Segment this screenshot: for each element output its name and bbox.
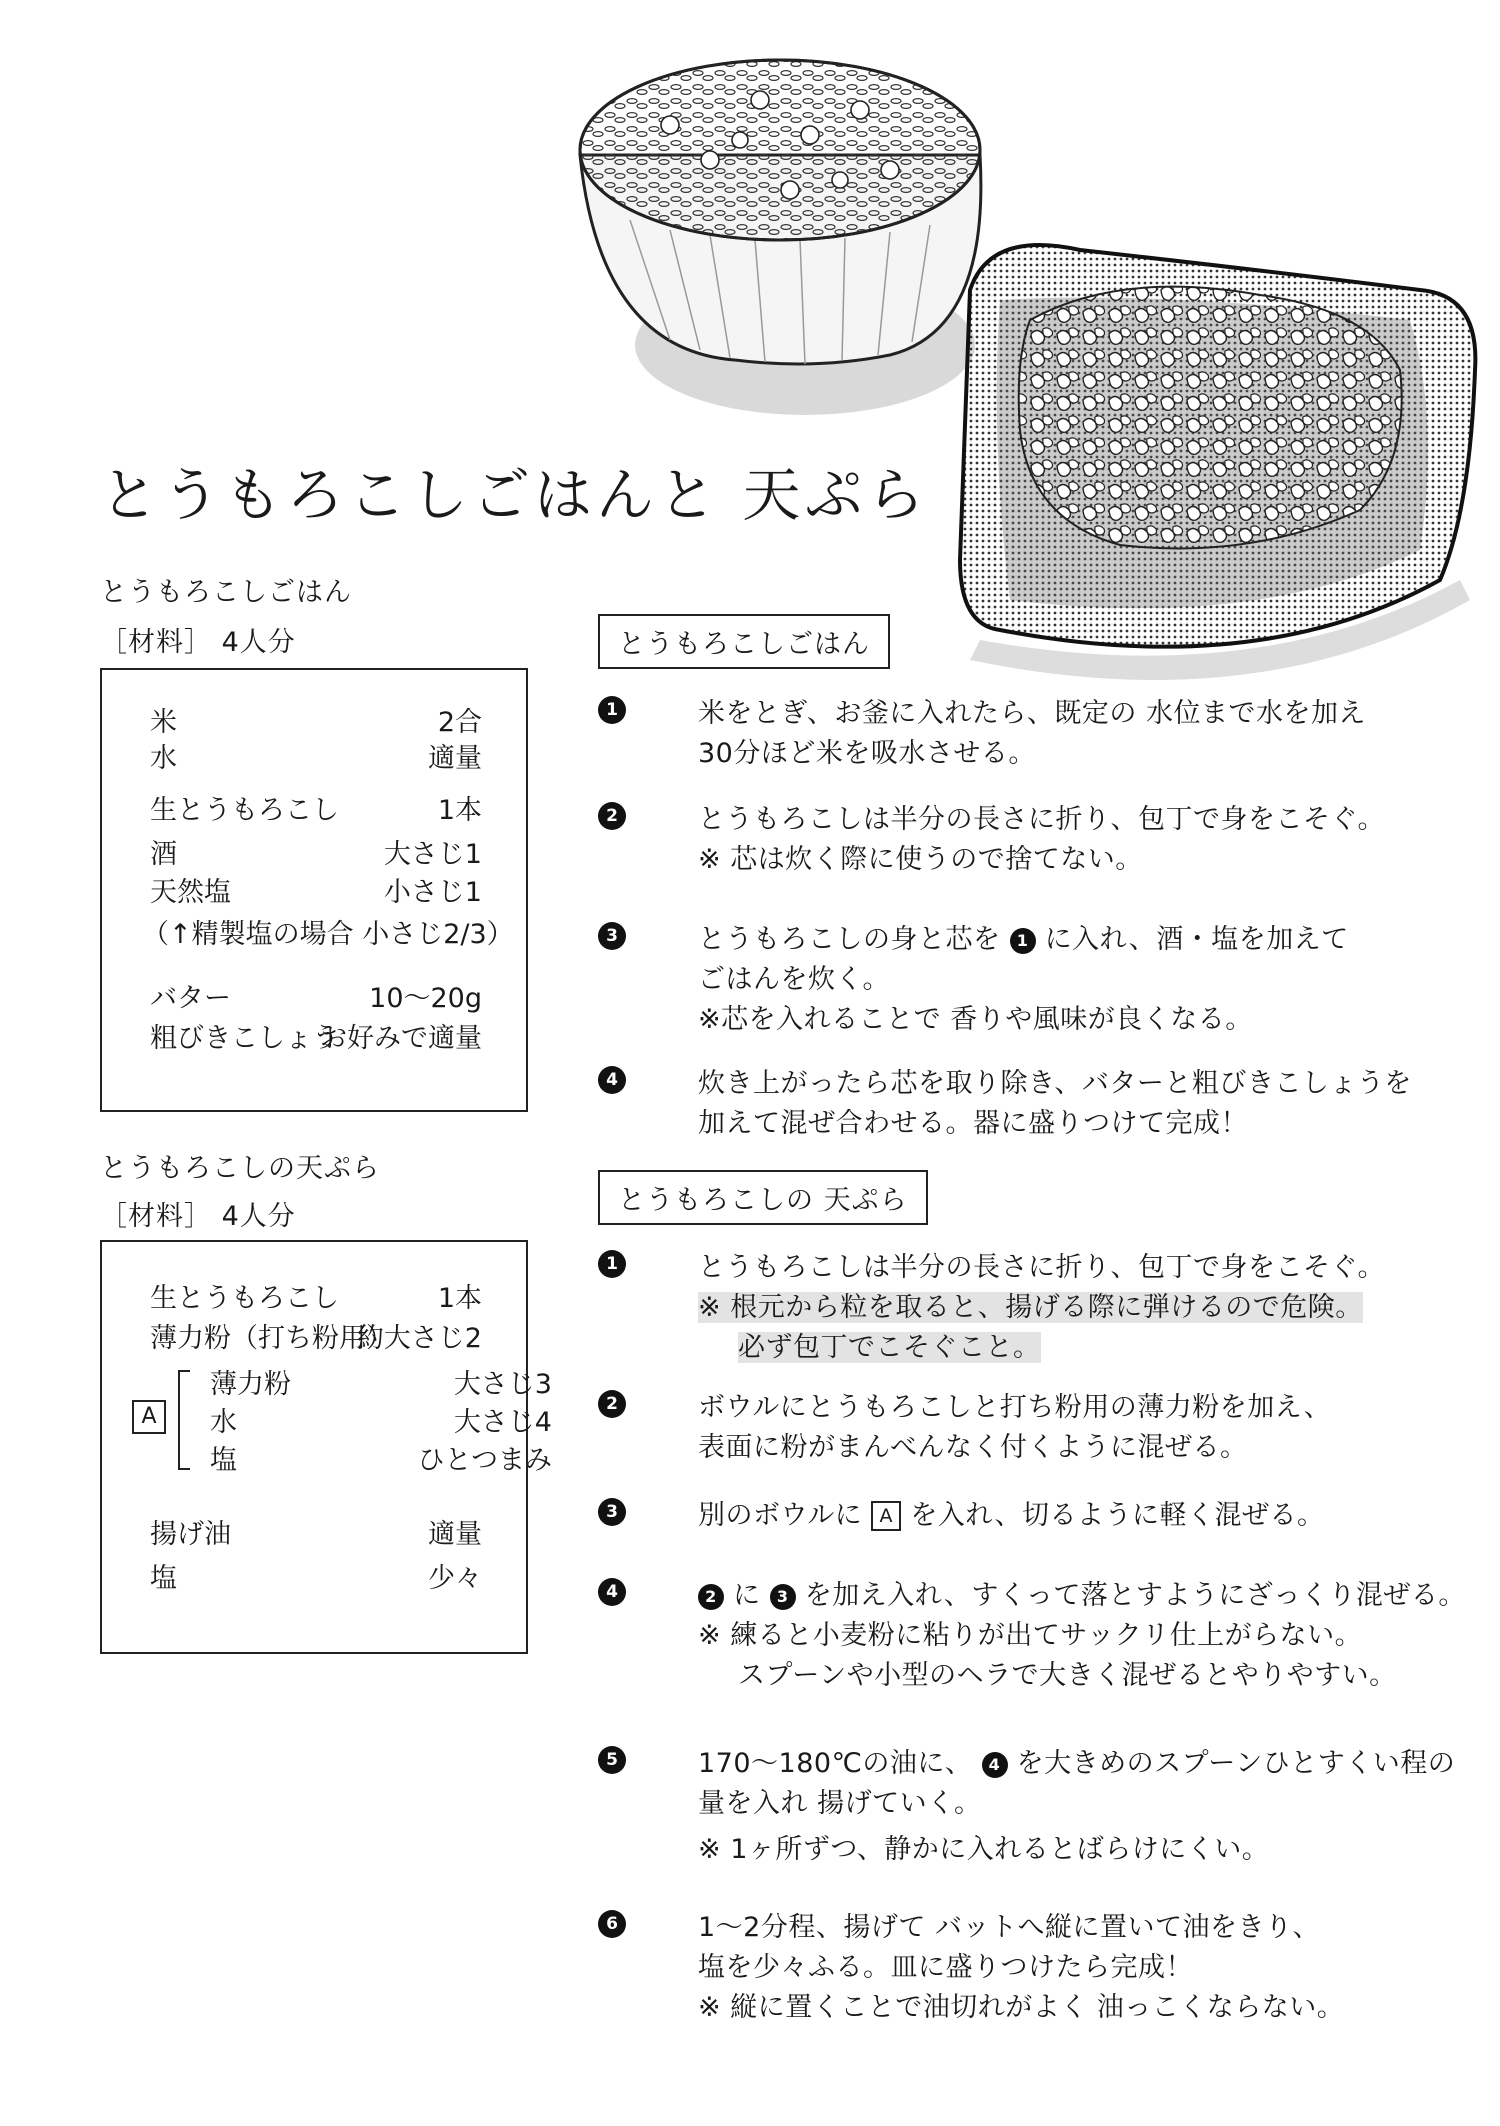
ingredient-amount: 大さじ3 [453,1369,552,1400]
step-note: ※ 縦に置くことで油切れがよく 油っこくならない。 [698,1992,1345,2023]
ingredient-row [150,1512,482,1548]
group-row [210,1400,552,1436]
ingredient-row [150,870,482,906]
step-text: を大きめのスプーンひとすくい程の [1016,1748,1456,1779]
ingredient-amount: 2合 [437,707,482,738]
step-number: 1 [598,1250,626,1278]
ingredient-name: 揚げ油 [150,1519,231,1550]
ingredient-row [150,1316,482,1352]
step-reference: 4 [982,1752,1008,1778]
ingredient-amount: 適量 [428,1519,482,1550]
ingredient-amount: ひとつまみ [417,1445,552,1476]
step-line: ごはんを炊く。 [698,964,890,995]
ingredient-amount: 約大さじ2 [356,1323,482,1354]
ingredient-name: 天然塩 [150,877,231,908]
tempura-heading: とうもろこしの天ぷら [100,1153,380,1184]
food-illustration [560,40,1490,680]
step-note: ※ 練ると小麦粉に粘りが出てサックリ仕上がらない。 [698,1620,1363,1651]
step-note: ※ 1ヶ所ずつ、静かに入れるとばらけにくい。 [698,1834,1270,1865]
ingredient-row [150,700,482,736]
step-reference: 3 [770,1584,796,1610]
ingredient-name: 薄力粉（打ち粉用） [150,1323,393,1354]
step-text: を入れ、切るように軽く混ぜる。 [910,1500,1325,1531]
step-number: 4 [598,1578,626,1606]
step-number: 1 [598,696,626,724]
ingredient-name: 塩 [150,1563,177,1594]
ingredient-amount: 10〜20g [369,983,482,1014]
ingredient-name: バター [150,983,231,1014]
step-line: とうもろこしは半分の長さに折り、包丁で身をこそぐ。 [698,804,1385,835]
ingredient-row [150,736,482,772]
step-number: 3 [598,1498,626,1526]
step-line: とうもろこしは半分の長さに折り、包丁で身をこそぐ。 [698,1252,1385,1283]
step-note: ※ 根元から粒を取ると、揚げる際に弾けるので危険。 [698,1292,1363,1323]
group-a-label: A [132,1400,166,1434]
gohan-heading: とうもろこしごはん [100,577,352,608]
ingredient-row [150,832,482,868]
step-line: 炊き上がったら芯を取り除き、バターと粗びきこしょうを [698,1068,1412,1099]
step-number: 2 [598,1390,626,1418]
ingredient-name: 塩 [210,1445,237,1476]
step-line: 30分ほど米を吸水させる。 [698,738,1036,769]
ingredient-amount: 大さじ1 [383,839,482,870]
tempura-ingredients-box [100,1240,552,1654]
tempura-steps-heading: とうもろこしの 天ぷら [598,1170,928,1225]
step-line [698,920,1398,960]
step-line: ボウルにとうもろこしと打ち粉用の薄力粉を加え、 [698,1392,1332,1423]
step-note: ※芯を入れることで 香りや風味が良くなる。 [698,1004,1253,1035]
group-a-reference: A [871,1501,901,1531]
ingredient-amount: 適量 [428,743,482,774]
step-number: 4 [598,1066,626,1094]
step-line: 1〜2分程、揚げて バットへ縦に置いて油をきり、 [698,1912,1320,1943]
step-text: に入れ、酒・塩を加えて [1044,924,1349,955]
ingredient-row [150,1016,482,1052]
step-number: 2 [598,802,626,830]
group-row [210,1362,552,1398]
ingredient-row [150,1556,482,1592]
gohan-ingredients-box [100,668,528,1112]
ingredient-name: 水 [150,743,177,774]
step-note: スプーンや小型のヘラで大きく混ぜるとやりやすい。 [738,1660,1397,1691]
step-line: 量を入れ 揚げていく。 [698,1788,982,1819]
step-line [698,1744,1456,1784]
ingredient-name: 粗びきこしょう [150,1023,339,1054]
step-text: 170〜180℃の油に、 [698,1748,973,1779]
step-note: 必ず包丁でこそぐこと。 [738,1332,1041,1363]
group-row [210,1438,552,1474]
step-reference: 1 [1010,928,1036,954]
step-text: を加え入れ、すくって落とすようにざっくり混ぜる。 [804,1580,1466,1611]
step-reference: 2 [698,1584,724,1610]
step-text: とうもろこしの身と芯を [698,924,1001,955]
ingredient-amount: 1本 [437,795,482,826]
gohan-steps-heading: とうもろこしごはん [598,614,890,669]
salt-note: （↑精製塩の場合 小さじ2/3） [142,919,514,950]
step-number: 3 [598,922,626,950]
ingredient-name: 水 [210,1407,237,1438]
step-number: 5 [598,1746,626,1774]
ingredient-amount: 少々 [428,1563,482,1594]
step-line [698,1496,1398,1536]
step-text: 別のボウルに [698,1500,863,1531]
ingredient-amount: 1本 [437,1283,482,1314]
ingredient-row [150,1276,482,1312]
tempura [1019,287,1402,549]
ingredient-name: 薄力粉 [210,1369,291,1400]
ingredient-name: 米 [150,707,177,738]
ingredient-row [150,976,482,1012]
ingredient-amount: 大さじ4 [453,1407,552,1438]
step-line: 米をとぎ、お釜に入れたら、既定の 水位まで水を加え [698,698,1367,729]
page-title: とうもろこしごはんと 天ぷら [100,461,929,529]
step-line: 加えて混ぜ合わせる。器に盛りつけて完成！ [698,1108,1248,1139]
step-line: 塩を少々ふる。皿に盛りつけたら完成！ [698,1952,1193,1983]
ingredient-name: 生とうもろこし [150,1283,339,1314]
ingredient-amount: 小さじ1 [383,877,482,908]
ingredient-row [150,788,482,824]
gohan-servings-label: ［材料］ 4人分 [100,627,296,658]
ingredient-name: 酒 [150,839,177,870]
ingredient-name: 生とうもろこし [150,795,339,826]
ingredient-amount: お好みで適量 [320,1023,482,1054]
ingredient-group-a [132,1362,552,1476]
step-line [698,1576,1466,1616]
step-text: に [733,1580,761,1611]
group-bracket [178,1370,190,1470]
step-line: 表面に粉がまんべんなく付くように混ぜる。 [698,1432,1248,1463]
tempura-servings-label: ［材料］ 4人分 [100,1201,296,1232]
step-number: 6 [598,1910,626,1938]
step-note: ※ 芯は炊く際に使うので捨てない。 [698,844,1143,875]
